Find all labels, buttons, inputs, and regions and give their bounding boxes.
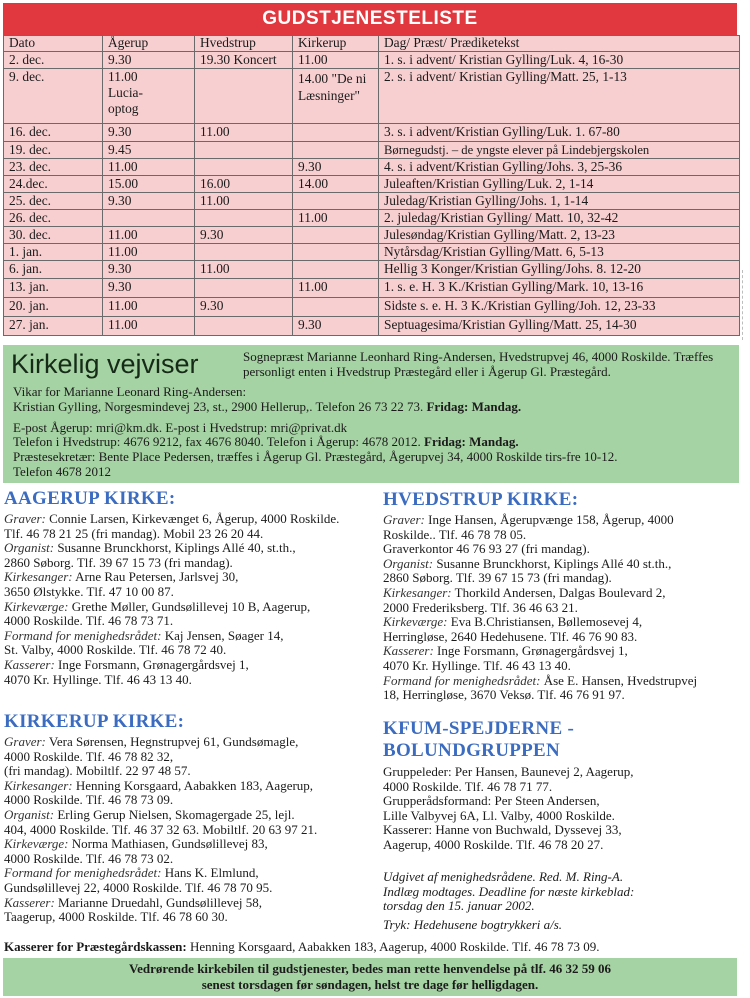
kirkerup-organist	[4, 808, 376, 823]
cell: 15.00	[103, 175, 195, 192]
kirkerup-kasserer-phone: Taagerup, 4000 Roskilde. Tlf. 46 78 60 30.	[4, 909, 228, 925]
kirkerup-sanger-phone: 4000 Roskilde. Tlf. 46 78 73 09.	[4, 792, 174, 808]
vikar-line	[13, 400, 733, 415]
person-text: Henning Korsgaard, Aabakken 183, Aagerup,	[75, 777, 314, 793]
cell: 9.30	[103, 192, 195, 209]
role-label: Kirkeværge:	[383, 614, 448, 630]
hvedstrup-formand-phone: 18, Herringløse, 3670 Veksø. Tlf. 46 76 91 97.	[383, 687, 625, 703]
cell: 2. juledag/Kristian Gylling/ Matt. 10, 32-42	[379, 210, 740, 227]
cell: 16.00	[195, 175, 293, 192]
cell: 11.00	[195, 124, 293, 141]
role-label: Kirkesanger:	[4, 777, 73, 793]
cell: 9.30	[293, 316, 379, 335]
cell: 25. dec.	[4, 192, 103, 209]
role-label: Organist:	[383, 555, 434, 571]
table-row	[4, 69, 740, 124]
kirkerup-organist-phone: 404, 4000 Roskilde. Tlf. 46 37 32 63. Mobiltlf. 20 63 97 21.	[4, 821, 318, 837]
table-row	[4, 192, 740, 209]
cell: 30. dec.	[4, 227, 103, 244]
kfum-line: Kasserer: Hanne von Buchwald, Dyssevej 33,	[383, 822, 622, 838]
cell: 6. jan.	[4, 261, 103, 279]
cell: 11.00	[293, 279, 379, 297]
hvedstrup-graver-phone: Roskilde.. Tlf. 46 78 78 05.	[383, 526, 527, 542]
role-label: Kasserer:	[4, 894, 55, 910]
aagerup-vaerge-phone: 4000 Roskilde. Tlf. 46 78 73 71.	[4, 613, 174, 629]
kirkerup-vaerge-phone: 4000 Roskilde. Tlf. 46 78 73 02.	[4, 850, 174, 866]
role-label: Formand for menighedsrådet:	[383, 672, 541, 688]
cell: 9.30	[103, 261, 195, 279]
cell	[195, 316, 293, 335]
kirkerup-vaerge	[4, 837, 376, 852]
footer-line: senest torsdagen før søndagen, helst tre dage før helligdagen.	[201, 977, 539, 992]
cell: 1. jan.	[4, 244, 103, 261]
role-label: Graver:	[383, 512, 425, 527]
cell	[103, 210, 195, 227]
kfum-line: Grupperådsformand: Per Steen Andersen,	[383, 793, 600, 809]
person-text: Susanne Brunckhorst, Kiplings Allé 40 st.th.,	[436, 555, 672, 571]
person-text: Inge Forsmann, Grønagergårdsvej 1,	[437, 643, 628, 659]
table-row	[4, 244, 740, 261]
kirkerup-section	[4, 711, 376, 925]
aagerup-graver-phone: Tlf. 46 78 21 25 (fri mandag). Mobil 23 26 20 44.	[4, 525, 264, 541]
kirkerup-formand-phone: Gundsølillevej 22, 4000 Roskilde. Tlf. 46 78 70 95.	[4, 879, 273, 895]
cell	[293, 141, 379, 158]
cell: 13. jan.	[4, 279, 103, 297]
role-label: Kirkeværge:	[4, 598, 69, 614]
person-text: Erling Gerup Nielsen, Skomagergade 25, lejl.	[57, 806, 295, 822]
cell	[195, 158, 293, 175]
role-label: Formand for menighedsrådet:	[4, 865, 162, 881]
kfum-line: Aagerup, 4000 Roskilde. Tlf. 46 78 20 27.	[383, 836, 604, 852]
cell: 14.00	[293, 175, 379, 192]
cell: 27. jan.	[4, 316, 103, 335]
role-label: Organist:	[4, 806, 55, 822]
cell: 11.00	[103, 158, 195, 175]
kfum-section	[383, 718, 743, 853]
aagerup-section	[4, 488, 376, 687]
cell: 11.00 Lucia-optog	[103, 69, 195, 124]
vikar-address: Kristian Gylling, Norgesmindevej 23, st., 2900 Hellerup,. Telefon 26 73 22 73.	[13, 398, 424, 414]
header-day-text: Dag/ Præst/ Prædiketekst	[379, 36, 740, 52]
aagerup-formand	[4, 629, 376, 644]
aagerup-sanger	[4, 570, 376, 585]
table-row	[4, 279, 740, 297]
hvedstrup-sanger	[383, 586, 743, 601]
cell: 9.30	[195, 227, 293, 244]
person-text: Grethe Møller, Gundsølillevej 10 B, Aagerup,	[71, 598, 311, 614]
cell: 11.00	[195, 261, 293, 279]
aagerup-organist	[4, 541, 376, 556]
cell	[293, 192, 379, 209]
church-guide-intro: Sognepræst Marianne Leonhard Ring-Andersen, Hvedstrupvej 46, 4000 Roskilde. Træffes personligt enten i Hvedstrup Præstegård eller i Ågerup Gl. Præstegård.	[243, 349, 714, 379]
cell: 20. jan.	[4, 297, 103, 316]
cell	[195, 69, 293, 124]
colophon-line: Indlæg modtages. Deadline for næste kirkeblad:	[383, 883, 635, 899]
role-label: Graver:	[4, 734, 46, 749]
church-guide-title: Kirkelig vejviser	[11, 349, 199, 379]
kfum-title-1: KFUM-SPEJDERNE -	[383, 718, 575, 739]
phone-text: Telefon i Hvedstrup: 4676 9212, fax 4676 8040. Telefon i Ågerup: 4678 2012.	[13, 434, 421, 450]
hvedstrup-formand	[383, 674, 743, 689]
cell: 2. s. i advent/ Kristian Gylling/Matt. 25, 1-13	[379, 69, 740, 124]
church-guide-body	[13, 385, 733, 480]
table-row	[4, 52, 740, 69]
person-text: Norma Mathiasen, Gundsølillevej 83,	[71, 836, 268, 852]
kfum-line: Gruppeleder: Per Hansen, Baunevej 2, Aagerup,	[383, 764, 634, 779]
praestegaard-line	[4, 939, 744, 955]
cell	[293, 297, 379, 316]
colophon-line: Udgivet af menighedsrådene. Red. M. Ring-A.	[383, 869, 624, 884]
kirkerup-graver-mobile: (fri mandag). Mobiltlf. 22 97 48 57.	[4, 763, 191, 779]
role-label: Kirkeværge:	[4, 836, 69, 852]
kirkerup-title: KIRKERUP KIRKE:	[4, 711, 185, 732]
kirkerup-sanger	[4, 779, 376, 794]
cell: 11.00	[195, 192, 293, 209]
hvedstrup-vaerge	[383, 615, 743, 630]
cell: 3. s. i advent/Kristian Gylling/Luk. 1. 67-80	[379, 124, 740, 141]
cell: 4. s. i advent/Kristian Gylling/Johs. 3, 25-36	[379, 158, 740, 175]
aagerup-kasserer	[4, 658, 376, 673]
cell: 19.30 Koncert	[195, 52, 293, 69]
vikar-label: Vikar for Marianne Leonard Ring-Andersen:	[13, 384, 247, 399]
cell: 9. dec.	[4, 69, 103, 124]
cell	[293, 124, 379, 141]
aagerup-organist-phone: 2860 Søborg. Tlf. 39 67 15 73 (fri mandag).	[4, 554, 233, 570]
table-row	[4, 141, 740, 158]
aagerup-graver	[4, 512, 376, 527]
cell: 9.30	[103, 52, 195, 69]
person-text: Marianne Druedahl, Gundsølillevej 58,	[58, 894, 263, 910]
cell	[293, 227, 379, 244]
hvedstrup-kasserer-phone: 4070 Kr. Hyllinge. Tlf. 46 43 13 40.	[383, 657, 571, 673]
cell: Juledag/Kristian Gylling/Johs. 1, 1-14	[379, 192, 740, 209]
cell: 26. dec.	[4, 210, 103, 227]
cell: Juleaften/Kristian Gylling/Luk. 2, 1-14	[379, 175, 740, 192]
church-guide-box	[3, 345, 739, 483]
praestegaard-label: Kasserer for Præstegårdskassen:	[4, 939, 187, 954]
kirkerup-formand	[4, 866, 376, 881]
secretary-line: Præstesekretær: Bente Place Pedersen, træffes i Ågerup Gl. Præstegård, Ågerupvej 34, 4000 Roskilde tirs-fre 10-12.	[13, 449, 618, 465]
cell: Sidste s. e. H. 3 K./Kristian Gylling/Joh. 12, 23-33	[379, 297, 740, 316]
cell: Nytårsdag/Kristian Gylling/Matt. 6, 5-13	[379, 244, 740, 261]
hvedstrup-title: HVEDSTRUP KIRKE:	[383, 489, 579, 510]
email-line: E-post Ågerup: mri@km.dk. E-post i Hvedstrup: mri@privat.dk	[13, 419, 348, 435]
person-text: Inge Forsmann, Grønagergårdsvej 1,	[58, 656, 249, 672]
hvedstrup-organist-phone: 2860 Søborg. Tlf. 39 67 15 73 (fri mandag).	[383, 570, 612, 586]
role-label: Graver:	[4, 511, 46, 526]
person-text: Thorkild Andersen, Dalgas Boulevard 2,	[454, 584, 666, 600]
cell: 9.30	[103, 279, 195, 297]
cell: Børnegudstj. – de yngste elever på Lindebjergskolen	[379, 141, 740, 158]
table-header-row	[4, 36, 740, 52]
cell: 14.00 "De ni Læsninger"	[293, 69, 379, 124]
cell: 2. dec.	[4, 52, 103, 69]
role-label: Kirkesanger:	[4, 569, 73, 585]
cell: 24.dec.	[4, 175, 103, 192]
kirkerup-kasserer	[4, 896, 376, 911]
header-agerup: Ågerup	[103, 36, 195, 52]
cell: 9.45	[103, 141, 195, 158]
secretary-phone: Telefon 4678 2012	[13, 463, 112, 479]
person-text: Eva B.Christiansen, Bøllemosevej 4,	[450, 614, 643, 630]
praestegaard-text: Henning Korsgaard, Aabakken 183, Aagerup, 4000 Roskilde. Tlf. 46 78 73 09.	[189, 939, 600, 954]
cell	[293, 244, 379, 261]
hvedstrup-section	[383, 489, 743, 703]
person-text: Åse E. Hansen, Hvedstrupvej	[543, 672, 698, 688]
cell: 11.00	[103, 297, 195, 316]
person-text: Kaj Jensen, Søager 14,	[164, 627, 284, 643]
role-label: Kirkesanger:	[383, 584, 452, 600]
table-row	[4, 158, 740, 175]
phone-line	[13, 435, 733, 450]
table-row	[4, 297, 740, 316]
kfum-title-2: BOLUNDGRUPPEN	[383, 740, 561, 761]
hvedstrup-graver	[383, 513, 743, 528]
aagerup-formand-phone: St. Valby, 4000 Roskilde. Tlf. 46 78 72 40.	[4, 642, 227, 658]
role-label: Kasserer:	[4, 656, 55, 672]
cell	[195, 210, 293, 227]
cell: 16. dec.	[4, 124, 103, 141]
colophon-line: Tryk: Hedehusene bogtrykkeri a/s.	[383, 916, 563, 932]
cell: Hellig 3 Konger/Kristian Gylling/Johs. 8. 12-20	[379, 261, 740, 279]
aagerup-sanger-phone: 3650 Ølstykke. Tlf. 47 10 00 87.	[4, 583, 174, 599]
person-text: Arne Rau Petersen, Jarlsvej 30,	[75, 569, 239, 585]
schedule-table	[3, 35, 740, 336]
colophon	[383, 870, 743, 932]
cell: 1. s. i advent/ Kristian Gylling/Luk. 4, 16-30	[379, 52, 740, 69]
cell: 23. dec.	[4, 158, 103, 175]
schedule-title: GUDSTJENESTELISTE	[3, 3, 737, 35]
cell: 11.00	[103, 244, 195, 261]
cell	[195, 279, 293, 297]
table-row	[4, 124, 740, 141]
aagerup-kasserer-phone: 4070 Kr. Hyllinge. Tlf. 46 43 13 40.	[4, 671, 192, 687]
table-row	[4, 175, 740, 192]
hvedstrup-sanger-phone: 2000 Frederiksberg. Tlf. 36 46 63 21.	[383, 599, 578, 615]
cell	[293, 261, 379, 279]
hvedstrup-organist	[383, 557, 743, 572]
header-kirkerup: Kirkerup	[293, 36, 379, 52]
role-label: Formand for menighedsrådet:	[4, 627, 162, 643]
kirkerup-graver-phone: 4000 Roskilde. Tlf. 46 78 82 32,	[4, 748, 174, 764]
header-date: Dato	[4, 36, 103, 52]
hvedstrup-vaerge-phone: Herringløse, 2640 Hedehusene. Tlf. 46 76 90 83.	[383, 628, 638, 644]
cell: Septuagesima/Kristian Gylling/Matt. 25, 14-30	[379, 316, 740, 335]
person-text: Inge Hansen, Ågerupvænge 158, Ågerup, 4000	[428, 512, 674, 527]
cell: 11.00	[103, 316, 195, 335]
table-row	[4, 227, 740, 244]
role-label: Kasserer:	[383, 643, 434, 659]
table-row	[4, 210, 740, 227]
cell: 19. dec.	[4, 141, 103, 158]
person-text: Hans K. Elmlund,	[164, 865, 259, 881]
cell: Julesøndag/Kristian Gylling/Matt. 2, 13-23	[379, 227, 740, 244]
hvedstrup-graver-office: Graverkontor 46 76 93 27 (fri mandag).	[383, 541, 590, 557]
cell: 1. s. e. H. 3 K./Kristian Gylling/Mark. 10, 13-16	[379, 279, 740, 297]
cell: 9.30	[195, 297, 293, 316]
footer-line: Vedrørende kirkebilen til gudstjenester, bedes man rette henvendelse på tlf. 46 32 59 06	[128, 961, 612, 976]
cell	[195, 141, 293, 158]
aagerup-vaerge	[4, 600, 376, 615]
page-edge-mark	[742, 270, 750, 340]
cell	[195, 244, 293, 261]
kfum-line: Lille Valbyvej 6A, Ll. Valby, 4000 Roskilde.	[383, 807, 615, 823]
cell: 11.00	[103, 227, 195, 244]
person-text: Connie Larsen, Kirkevænget 6, Ågerup, 4000 Roskilde.	[49, 511, 340, 526]
person-text: Susanne Brunckhorst, Kiplings Allé 40, st.th.,	[57, 540, 296, 556]
cell: 11.00	[293, 210, 379, 227]
header-hvedstrup: Hvedstrup	[195, 36, 293, 52]
kfum-line: 4000 Roskilde. Tlf. 46 78 71 77.	[383, 778, 553, 794]
cell: 9.30	[103, 124, 195, 141]
hvedstrup-kasserer	[383, 644, 743, 659]
footer-box	[3, 958, 737, 996]
table-row	[4, 316, 740, 335]
cell: 11.00	[293, 52, 379, 69]
cell: 9.30	[293, 158, 379, 175]
kirkerup-graver	[4, 735, 376, 750]
role-label: Organist:	[4, 540, 55, 556]
table-row	[4, 261, 740, 279]
aagerup-title: AAGERUP KIRKE:	[4, 488, 176, 509]
colophon-line: torsdag den 15. januar 2002.	[383, 898, 535, 914]
vikar-fridag: Fridag: Mandag.	[426, 398, 522, 414]
phone-fridag: Fridag: Mandag.	[424, 434, 519, 450]
person-text: Vera Sørensen, Hegnstrupvej 61, Gundsømagle,	[48, 734, 299, 749]
